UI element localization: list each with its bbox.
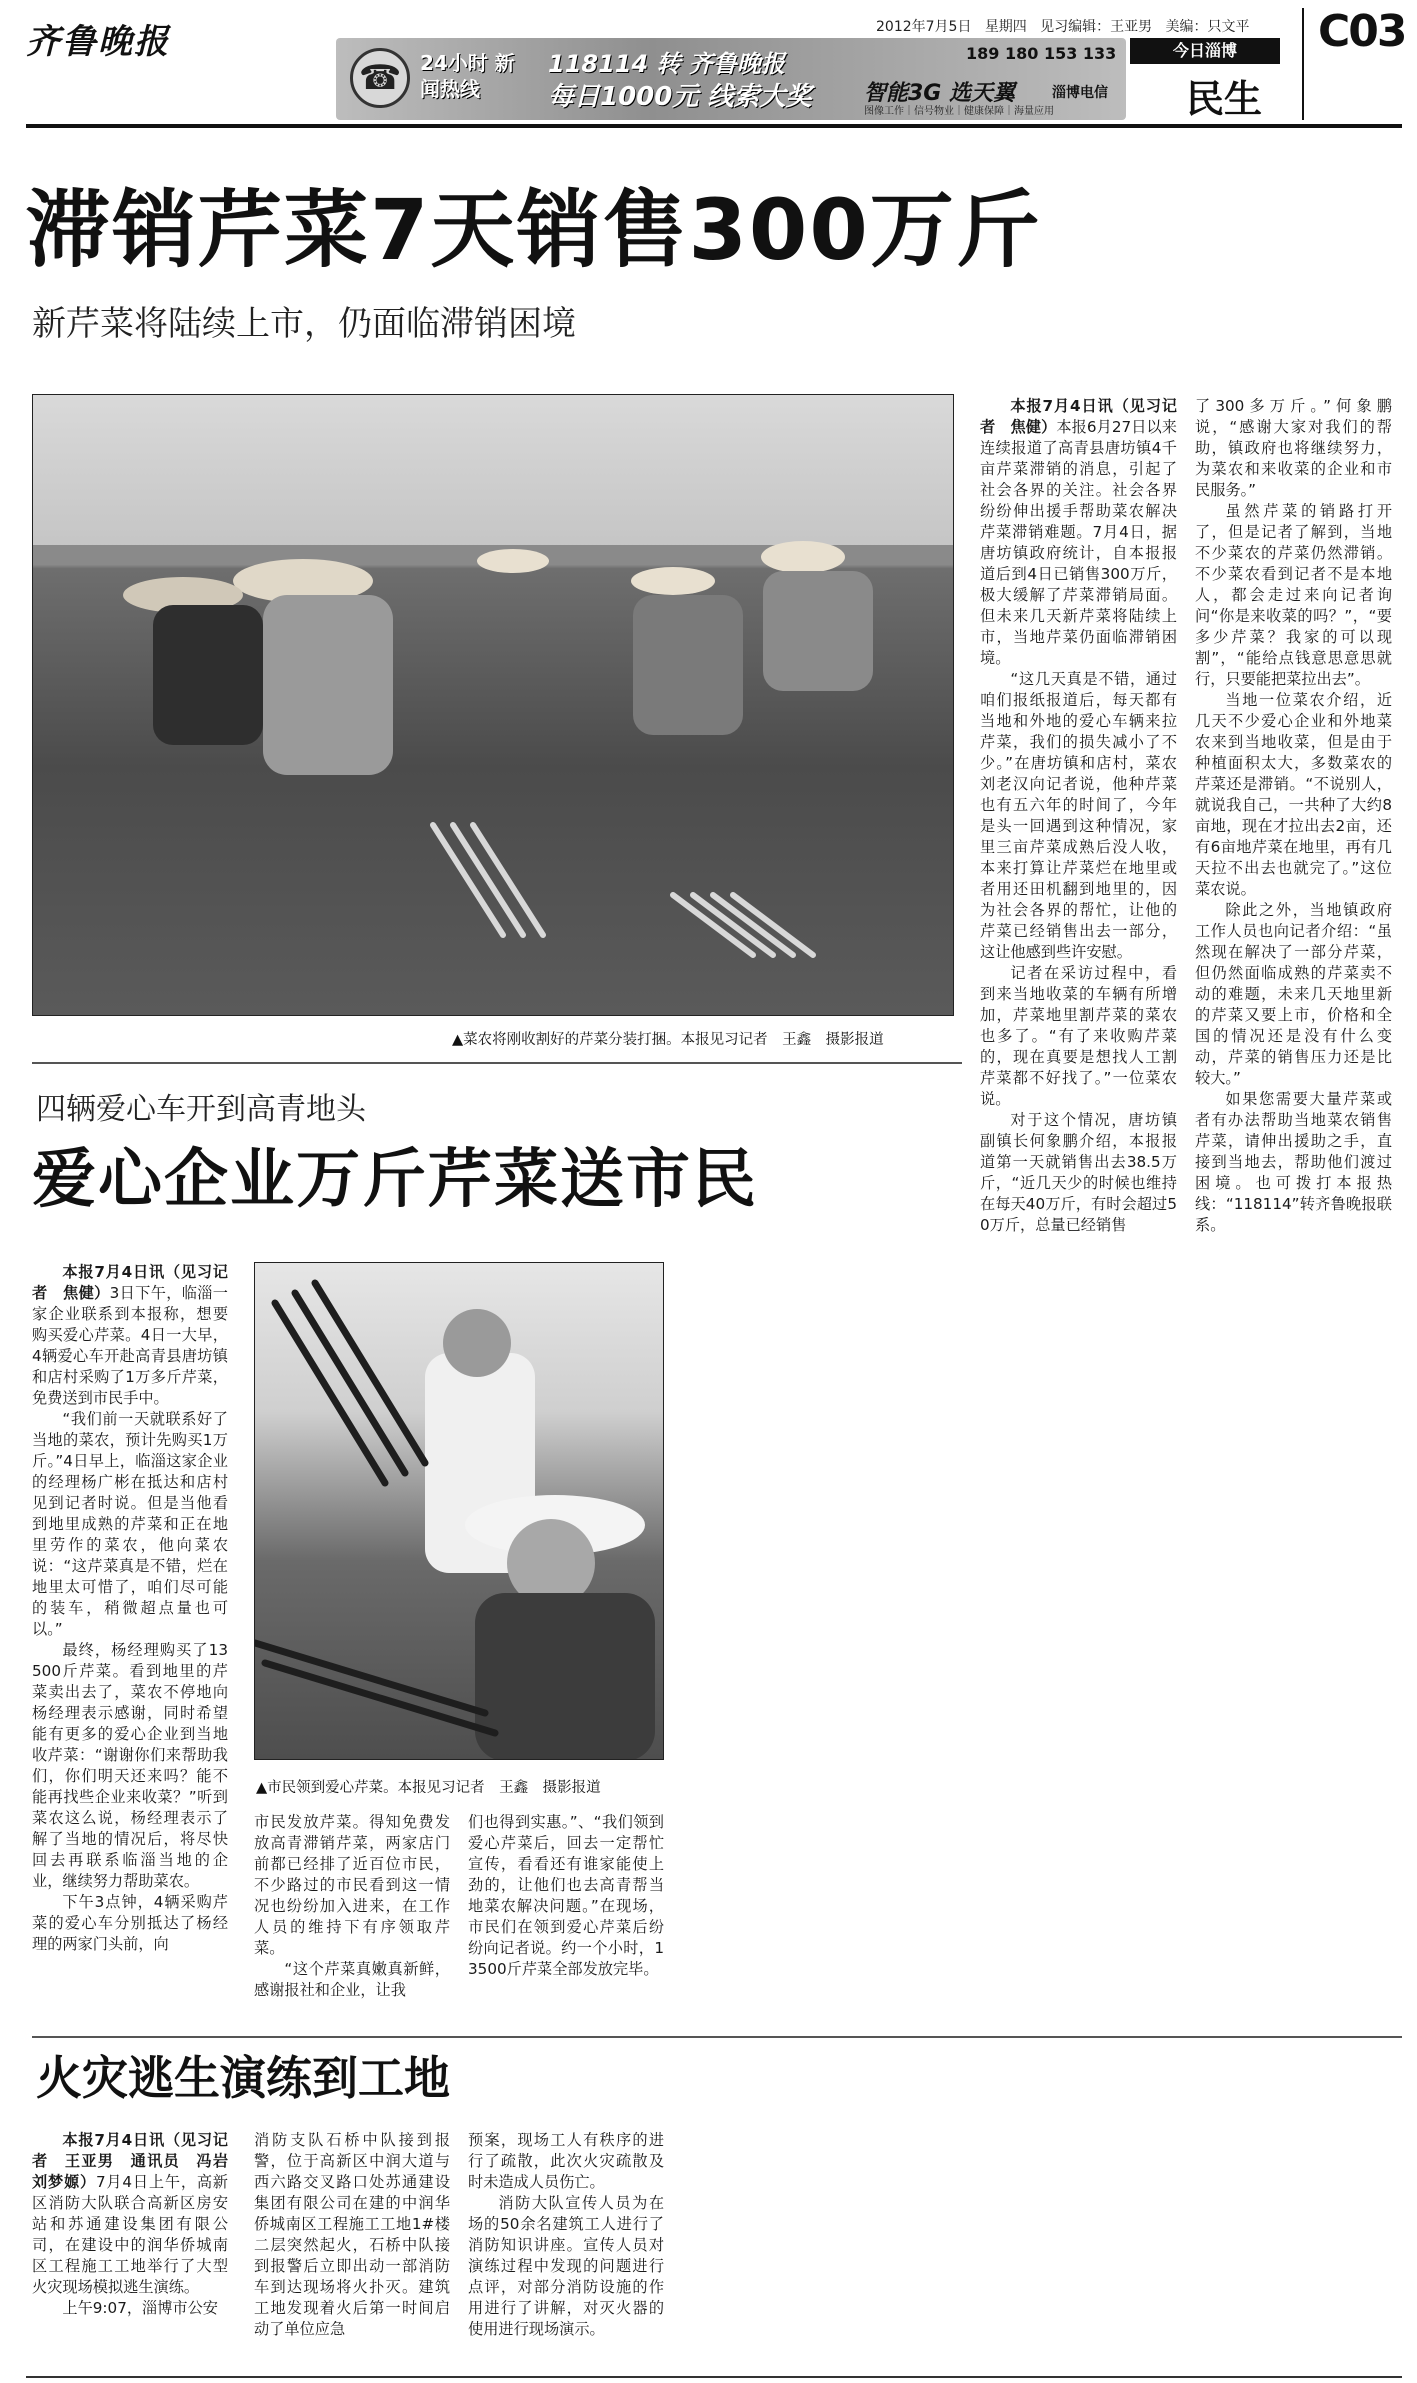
phone-icon: ☎ [350,48,410,108]
story1-divider [32,1062,962,1064]
section-name: 民生 [1186,77,1263,121]
story1-paragraph: 除此之外，当地镇政府工作人员也向记者介绍：“虽然现在解决了一部分芹菜，但仍然面临成熟的芹菜卖不动的难题，未来几天地里新的芹菜又要上市，价格和全国的情况还是没有什么变动，芹菜的销售压力还是比较大。” [1195,901,1392,1087]
phone-numbers: 189 180 153 133 [966,44,1117,63]
dateline: 本报7月4日讯（见习记者 焦健） [32,1263,228,1302]
story1-paragraph: 记者在采访过程中，看到来当地收菜的车辆有所增加，芹菜地里割芹菜的菜农也多了。“有了来收购芹菜的，现在真要是想找人工割芹菜都不好找了。”一位菜农说。 [980,964,1177,1108]
story3-paragraph: 本报7月4日讯（见习记者 王亚男 通讯员 冯岩 刘梦嫄）7月4日上午，高新区消防大队联合高新区房安站和苏通建设集团有限公司，在建设中的润华侨城南区工程施工工地举行了大型火灾现场模拟逃生演练。 [32,2131,244,2296]
story2-column-2 [254,1812,450,2001]
masthead-divider [1302,8,1304,120]
story2-paragraph: 下午3点钟，4辆采购芹菜的爱心车分别抵达了杨经理的两家门头前，向 [32,1893,228,1953]
story1-photo-caption: ▲菜农将刚收割好的芹菜分装打捆。本报见习记者 王鑫 摄影报道 [452,1032,884,1048]
page-number: C03 [1318,6,1406,57]
date-line [876,16,1250,36]
story1-column-1 [980,396,1177,1236]
story1-paragraph: 了300多万斤。”何象鹏说，“感谢大家对我们的帮助，镇政府也将继续努力，为菜农和来收菜的企业和市民服务。” [1195,397,1392,499]
story2-headline: 爱心企业万斤芹菜送市民 [32,1143,758,1217]
story1-paragraph: 如果您需要大量芹菜或者有办法帮助当地菜农销售芹菜，请伸出援助之手，直接到当地去，帮助他们渡过困境。也可拨打本报热线：“118114”转齐鲁晚报联系。 [1195,1090,1392,1234]
story3-column-2 [254,2130,450,2340]
story3-headline: 火灾逃生演练到工地 [36,2051,450,2105]
story1-paragraph: 虽然芹菜的销路打开了，但是记者了解到，当地不少菜农的芹菜仍然滞销。不少菜农看到记者不是本地人，都会走过来向记者询问“你是来收菜的吗？”，“要多少芹菜？我家的可以现割”，“能给点钱意思意思就行，只要能把菜拉出去”。 [1195,502,1392,688]
story1-subhead: 新芹菜将陆续上市，仍面临滞销困境 [32,304,576,344]
story1-headline: 滞销芹菜7天销售300万斤 [26,181,1042,279]
story2-column-1 [32,1262,228,1955]
story1-column-2 [1195,396,1392,1236]
story2-divider [32,2036,1402,2038]
celery-giveaway-scene [255,1263,664,1760]
hotline-title: 24小时 新闻热线 [420,51,515,101]
story1-paragraph: “这几天真是不错，通过咱们报纸报道后，每天都有当地和外地的爱心车辆来拉芹菜，我们的损失减小了不少。”在唐坊镇和店村，菜农刘老汉向记者说，他种芹菜也有五六年的时间了，今年是头一回遇到这种情况，家里三亩芹菜成熟后没人收，本来打算让芹菜烂在地里或者用还田机翻到地里的，因为社会各界的帮忙，让他的芹菜已经销售出去一部分，这让他感到些许安慰。 [980,670,1177,961]
story3-column-3 [468,2130,664,2340]
intern-editor: 见习编辑：王亚男 [1040,19,1153,35]
banner-subline: 图像工作｜信号物业｜健康保障｜海量应用 [864,106,1054,117]
paper-logo: 齐鲁晚报 [26,22,170,62]
dateline: 本报7月4日讯（见习记者 焦健） [980,397,1177,436]
story2-photo-caption: ▲市民领到爱心芹菜。本报见习记者 王鑫 摄影报道 [256,1780,601,1796]
issue-weekday: 星期四 [984,19,1027,35]
telecom-name: 淄博电信 [1052,85,1108,101]
story2-paragraph: 们也得到实惠。”、“我们领到爱心芹菜后，回去一定帮忙宣传，看看还有谁家能使上劲的，让他们也去高青帮当地菜农解决问题。”在现场，市民们在领到爱心芹菜后纷纷向记者说。约一个小时，13500斤芹菜全部发放完毕。 [468,1813,664,1978]
story3-paragraph: 消防支队石桥中队接到报警，位于高新区中润大道与西六路交叉路口处苏通建设集团有限公司在建的中润华侨城南区工程施工工地1#楼二层突然起火，石桥中队接到报警后立即出动一部消防车到达现场将火扑灭。建筑工地发现着火后第一时间启动了单位应急 [254,2131,450,2338]
harvest-scene [33,395,954,1016]
story3-paragraph: 消防大队宣传人员为在场的50余名建筑工人进行了消防知识讲座。宣传人员对演练过程中发现的问题进行点评，对部分消防设施的作用进行了讲解，对灭火器的使用进行现场演示。 [468,2194,664,2338]
story1-paragraph: 本报7月4日讯（见习记者 焦健）本报6月27日以来连续报道了高青县唐坊镇4千亩芹菜滞销的消息，引起了社会各界的关注。社会各界纷纷伸出援手帮助菜农解决芹菜滞销难题。7月4日，据唐坊镇政府统计，自本报报道后到4日已销售300万斤，极大缓解了芹菜滞销局面。但未来几天新芹菜将陆续上市，当地芹菜仍面临滞销困境。 [980,397,1177,667]
story2-paragraph: 本报7月4日讯（见习记者 焦健）3日下午，临淄一家企业联系到本报称，想要购买爱心芹菜。4日一大早，4辆爱心车开赴高青县唐坊镇和店村采购了1万多斤芹菜，免费送到市民手中。 [32,1263,228,1407]
story2-kicker: 四辆爱心车开到高青地头 [36,1092,366,1127]
art-editor: 美编：只文平 [1165,19,1250,35]
bottom-rule [26,2376,1402,2378]
brand-slogan: 智能3G 选天翼 [864,81,1016,106]
citizens-receive-celery-photo [254,1262,664,1760]
story2-paragraph: “这个芹菜真嫩真新鲜，感谢报社和企业，让我 [254,1960,450,1999]
section-tag: 今日淄博 [1130,38,1280,64]
celery-harvest-photo [32,394,954,1016]
story1-paragraph: 对于这个情况，唐坊镇副镇长何象鹏介绍，本报报道第一天就销售出去38.5万斤，“近几天少的时候也维持在每天40万斤，有时会超过50万斤，总量已经销售 [980,1111,1177,1234]
hotline-banner [336,38,1126,120]
story3-column-1 [32,2130,244,2319]
top-rule [26,124,1402,128]
story3-paragraph: 预案，现场工人有秩序的进行了疏散，此次火灾疏散及时未造成人员伤亡。 [468,2131,664,2191]
dateline: 本报7月4日讯（见习记者 王亚男 通讯员 冯岩 刘梦嫄） [32,2131,244,2191]
story3-paragraph: 上午9:07，淄博市公安 [62,2299,218,2317]
story2-paragraph: 最终，杨经理购买了13500斤芹菜。看到地里的芹菜卖出去了，菜农不停地向杨经理表示感谢，同时希望能有更多的爱心企业到当地收芹菜：“谢谢你们来帮助我们，你们明天还来吗？能不能再找些企业来收菜？”听到菜农这么说，杨经理表示了解了当地的情况后，将尽快回去再联系临淄当地的企业，继续努力帮助菜农。 [32,1641,228,1890]
story2-column-3 [468,1812,664,1980]
story2-paragraph: 市民发放芹菜。得知免费发放高青滞销芹菜，两家店门前都已经排了近百位市民，不少路过的市民看到这一情况也纷纷加入进来，在工作人员的维持下有序领取芹菜。 [254,1813,450,1957]
issue-date: 2012年7月5日 [876,19,972,35]
story1-paragraph: 当地一位菜农介绍，近几天不少爱心企业和外地菜农来到当地收菜，但是由于种植面积太大，多数菜农的芹菜还是滞销。“不说别人，就说我自己，一共种了大约8亩地，现在才拉出去2亩，还有6亩地芹菜在地里，再有几天拉不出去也就完了。”这位菜农说。 [1195,691,1392,898]
story2-paragraph: “我们前一天就联系好了当地的菜农，预计先购买1万斤。”4日早上，临淄这家企业的经理杨广彬在抵达和店村见到记者时说。但是当他看到地里成熟的芹菜和正在地里劳作的菜农，他向菜农说：“这芹菜真是不错，烂在地里太可惜了，咱们尽可能的装车，稍微超点量也可以。” [32,1410,228,1638]
hotline-number: 118114 转 齐鲁晚报 [548,50,785,78]
prize-line: 每日1000元 线索大奖 [548,82,812,112]
